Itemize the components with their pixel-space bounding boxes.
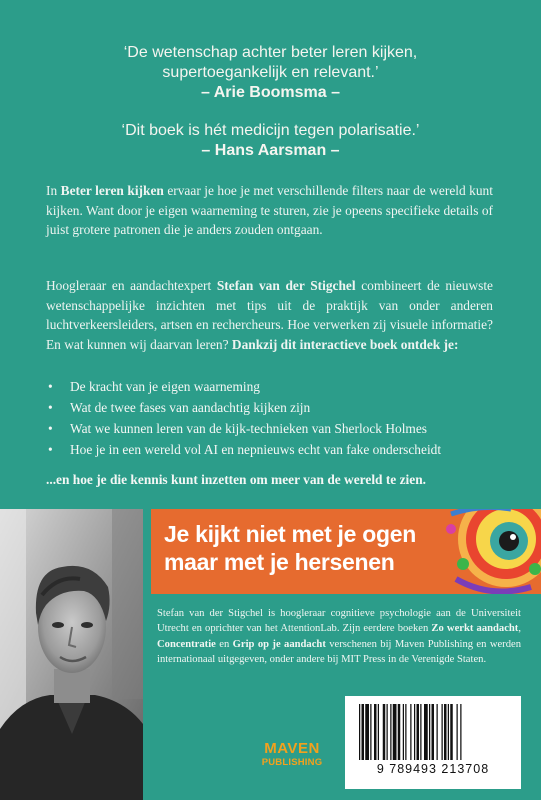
quote-arie-boomsma [0, 43, 541, 103]
tagline-banner [151, 509, 541, 594]
discover-heading: Dankzij dit interactieve boek ontdek je: [231, 336, 459, 352]
bio-text: Stefan van der Stigchel is hoogleraar cognitieve psychologie aan de Universiteit Utrecht en oprichter van het AttentionLab. Zijn eerdere boeken [157, 608, 521, 635]
quote-text-line: supertoegankelijk en relevant.’ [162, 64, 379, 81]
barcode-bar [424, 704, 428, 760]
closing-line: ...en hoe je die kennis kunt inzetten om meer van de wereld te zien. [46, 472, 426, 487]
author-text: combineert de nieuwste wetenschappelijke inzichten met tips uit de praktijk van onder anderen luchtverkeersleiders, artsen en rechercheurs. Hoe verwerken zij visuele informatie? En wat kunnen wij daarvan leren? [46, 278, 493, 352]
bio-text: verschenen bij Maven Publishing en werden internationaal uitgegeven, onder andere bij MIT Press in de Verenigde Staten. [157, 638, 522, 666]
author-name: Stefan van der Stigchel [216, 278, 356, 293]
quote-text-line: ‘De wetenschap achter beter leren kijken, [123, 44, 418, 61]
barcode-bar [374, 704, 377, 760]
book-title: Beter leren kijken [60, 183, 164, 198]
barcode-bar [444, 704, 447, 760]
intro-text: ervaar je hoe je met verschillende filters naar de wereld kunt kijken. Want door je eigen waarneming te sturen, zie je opeens specifieke details of juist grotere patronen die je anders zouden ontgaan. [46, 183, 493, 237]
barcode-bar [448, 704, 449, 760]
publisher-logo-bottom: PUBLISHING [261, 757, 323, 768]
barcode-bar [432, 704, 435, 760]
author-text: Hoogleraar en aandachtexpert [46, 278, 217, 293]
tagline-line: Je kijkt niet met je ogen [164, 521, 416, 547]
barcode-bar [417, 704, 420, 760]
list-item: • Hoe je in een wereld vol AI en nepnieuws echt van fake onderscheidt [46, 439, 506, 460]
intro-text: In [46, 183, 61, 198]
tagline-line: maar met je hersenen [164, 549, 395, 575]
barcode-bar [390, 704, 391, 760]
isbn-barcode [345, 696, 521, 789]
bio-text: en [215, 638, 233, 650]
intro-paragraph [46, 181, 493, 240]
author-bio [157, 606, 521, 668]
barcode-bar [359, 704, 360, 760]
barcode-bar [450, 704, 453, 760]
barcode-bar [365, 704, 369, 760]
bio-book-title: Concentratie [157, 638, 216, 650]
publisher-logo-top: MAVEN [264, 740, 320, 757]
barcode-bar [362, 704, 365, 760]
barcode-bar [383, 704, 386, 760]
quote-text-line: ‘Dit boek is hét medicijn tegen polarisatie.’ [121, 122, 420, 139]
quote-author: – Hans Aarsman – [201, 142, 340, 159]
author-photo [0, 509, 143, 800]
tagline [164, 520, 416, 576]
list-item: • Wat de twee fases van aandachtig kijken zijn [46, 397, 506, 418]
barcode-bar [403, 704, 404, 760]
list-item: • De kracht van je eigen waarneming [46, 376, 506, 397]
barcode-bar [370, 704, 371, 760]
list-item: • Wat we kunnen leren van de kijk-technieken van Sherlock Holmes [46, 418, 506, 439]
barcode-bar [405, 704, 406, 760]
barcode-bar [457, 704, 458, 760]
quote-hans-aarsman [0, 121, 541, 161]
feature-list [46, 376, 506, 460]
bio-book-title: Zo werkt aandacht [431, 623, 519, 635]
barcode-bar [420, 704, 421, 760]
author-portrait-image [0, 509, 143, 800]
barcode-bar [437, 704, 438, 760]
barcode-bar [398, 704, 401, 760]
barcode-bar [414, 704, 415, 760]
quote-author: – Arie Boomsma – [200, 84, 340, 101]
barcode-bar [460, 704, 461, 760]
barcode-bar [410, 704, 411, 760]
author-paragraph [46, 276, 493, 354]
publisher-logo [260, 742, 324, 770]
bio-text: , [518, 623, 521, 635]
isbn-number: 9 789493 213708 [376, 762, 490, 776]
bio-book-title: Grip op je aandacht [232, 638, 326, 650]
barcode-bar [393, 704, 397, 760]
barcode-bar [387, 704, 388, 760]
barcode-bar [378, 704, 379, 760]
barcode-bar [442, 704, 443, 760]
barcode-bar [429, 704, 430, 760]
